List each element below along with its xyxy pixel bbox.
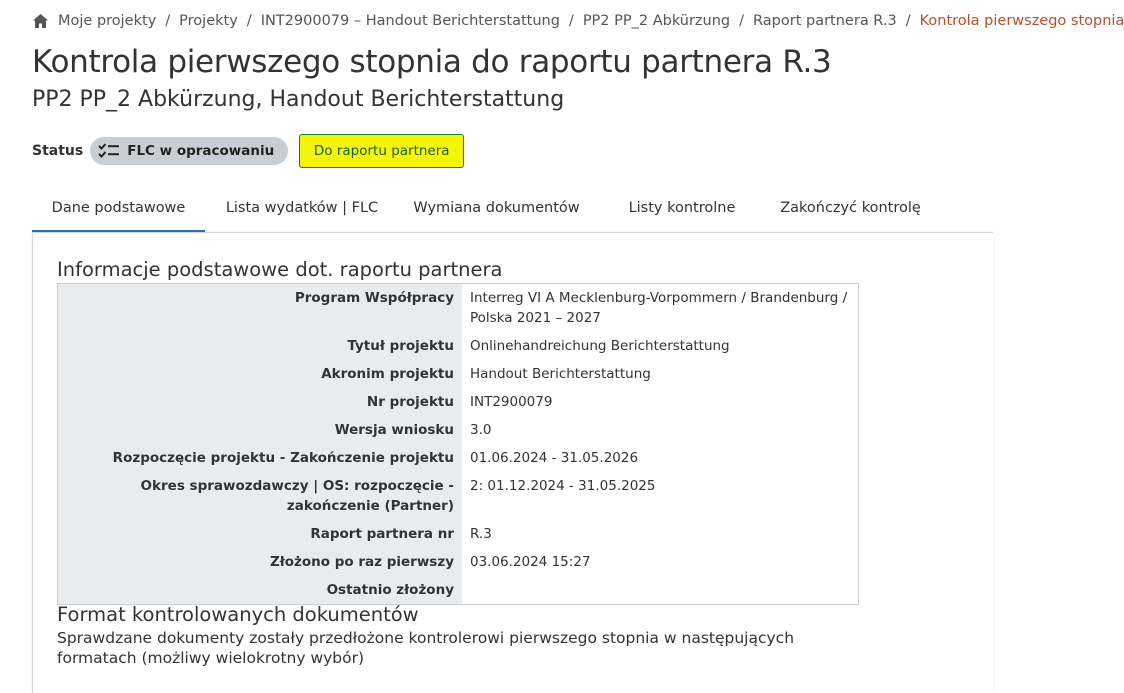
breadcrumb-separator: / xyxy=(246,13,252,29)
row-value: R.3 xyxy=(462,520,859,548)
tab-expenditure-list[interactable]: Lista wydatków | FLC xyxy=(225,200,379,216)
table-row xyxy=(58,576,859,605)
status-badge xyxy=(90,137,288,165)
row-value: 3.0 xyxy=(462,416,859,444)
format-section-description: Sprawdzane dokumenty zostały przedłożone kontrolerowi pierwszego stopnia w następujących formatach (możliwy wielokrotny wybór) xyxy=(57,629,795,667)
row-label: Złożono po raz pierwszy xyxy=(58,548,463,576)
breadcrumb-link-project[interactable]: INT2900079 – Handout Berichterstattung xyxy=(260,13,560,29)
table-row xyxy=(58,472,859,520)
row-value: INT2900079 xyxy=(462,388,859,416)
row-value xyxy=(462,576,859,605)
row-label: Raport partnera nr xyxy=(58,520,463,548)
page-subtitle: PP2 PP_2 Abkürzung, Handout Berichterstattung xyxy=(32,87,565,112)
table-row xyxy=(58,360,859,388)
breadcrumb xyxy=(32,9,1124,33)
format-section-title: Format kontrolowanych dokumentów xyxy=(57,603,419,626)
tab-basic-data[interactable]: Dane podstawowe xyxy=(32,186,205,232)
table-row xyxy=(58,332,859,360)
row-label: Nr projektu xyxy=(58,388,463,416)
breadcrumb-separator: / xyxy=(568,13,574,29)
info-section-title: Informacje podstawowe dot. raportu partnera xyxy=(57,258,503,281)
checklist-icon xyxy=(98,142,120,160)
breadcrumb-current: Kontrola pierwszego stopnia xyxy=(919,13,1124,29)
row-label: Program Współpracy xyxy=(58,284,463,333)
breadcrumb-separator: / xyxy=(739,13,745,29)
tab-checklists[interactable]: Listy kontrolne xyxy=(628,200,736,216)
row-value: Onlinehandreichung Berichterstattung xyxy=(462,332,859,360)
page-title: Kontrola pierwszego stopnia do raportu partnera R.3 xyxy=(32,44,832,80)
tab-document-exchange[interactable]: Wymiana dokumentów xyxy=(413,200,580,216)
row-label: Tytuł projektu xyxy=(58,332,463,360)
to-partner-report-button[interactable]: Do raportu partnera xyxy=(299,134,464,168)
info-table xyxy=(57,283,859,605)
row-value: 01.06.2024 - 31.05.2026 xyxy=(462,444,859,472)
breadcrumb-link-projects[interactable]: Projekty xyxy=(179,13,238,29)
status-label: Status xyxy=(32,143,84,159)
row-value: 2: 01.12.2024 - 31.05.2025 xyxy=(462,472,859,520)
table-row xyxy=(58,548,859,576)
breadcrumb-link-report[interactable]: Raport partnera R.3 xyxy=(753,13,897,29)
table-row xyxy=(58,388,859,416)
tab-finish-control[interactable]: Zakończyć kontrolę xyxy=(780,200,921,216)
tab-bar xyxy=(32,186,973,232)
table-row xyxy=(58,284,859,333)
breadcrumb-link-partner[interactable]: PP2 PP_2 Abkürzung xyxy=(582,13,731,29)
home-icon[interactable] xyxy=(32,13,49,30)
row-value: Interreg VI A Mecklenburg-Vorpommern / Brandenburg / Polska 2021 – 2027 xyxy=(462,284,859,333)
breadcrumb-link-my-projects[interactable]: Moje projekty xyxy=(58,13,157,29)
row-label: Rozpoczęcie projektu - Zakończenie projektu xyxy=(58,444,463,472)
table-row xyxy=(58,444,859,472)
row-label: Akronim projektu xyxy=(58,360,463,388)
breadcrumb-separator: / xyxy=(165,13,171,29)
table-row xyxy=(58,520,859,548)
row-label: Wersja wniosku xyxy=(58,416,463,444)
row-value: 03.06.2024 15:27 xyxy=(462,548,859,576)
status-badge-text: FLC w opracowaniu xyxy=(127,143,275,159)
status-row xyxy=(32,134,464,168)
row-label: Ostatnio złożony xyxy=(58,576,463,605)
row-label: Okres sprawozdawczy | OS: rozpoczęcie - zakończenie (Partner) xyxy=(58,472,463,520)
table-row xyxy=(58,416,859,444)
row-value: Handout Berichterstattung xyxy=(462,360,859,388)
breadcrumb-separator: / xyxy=(905,13,911,29)
